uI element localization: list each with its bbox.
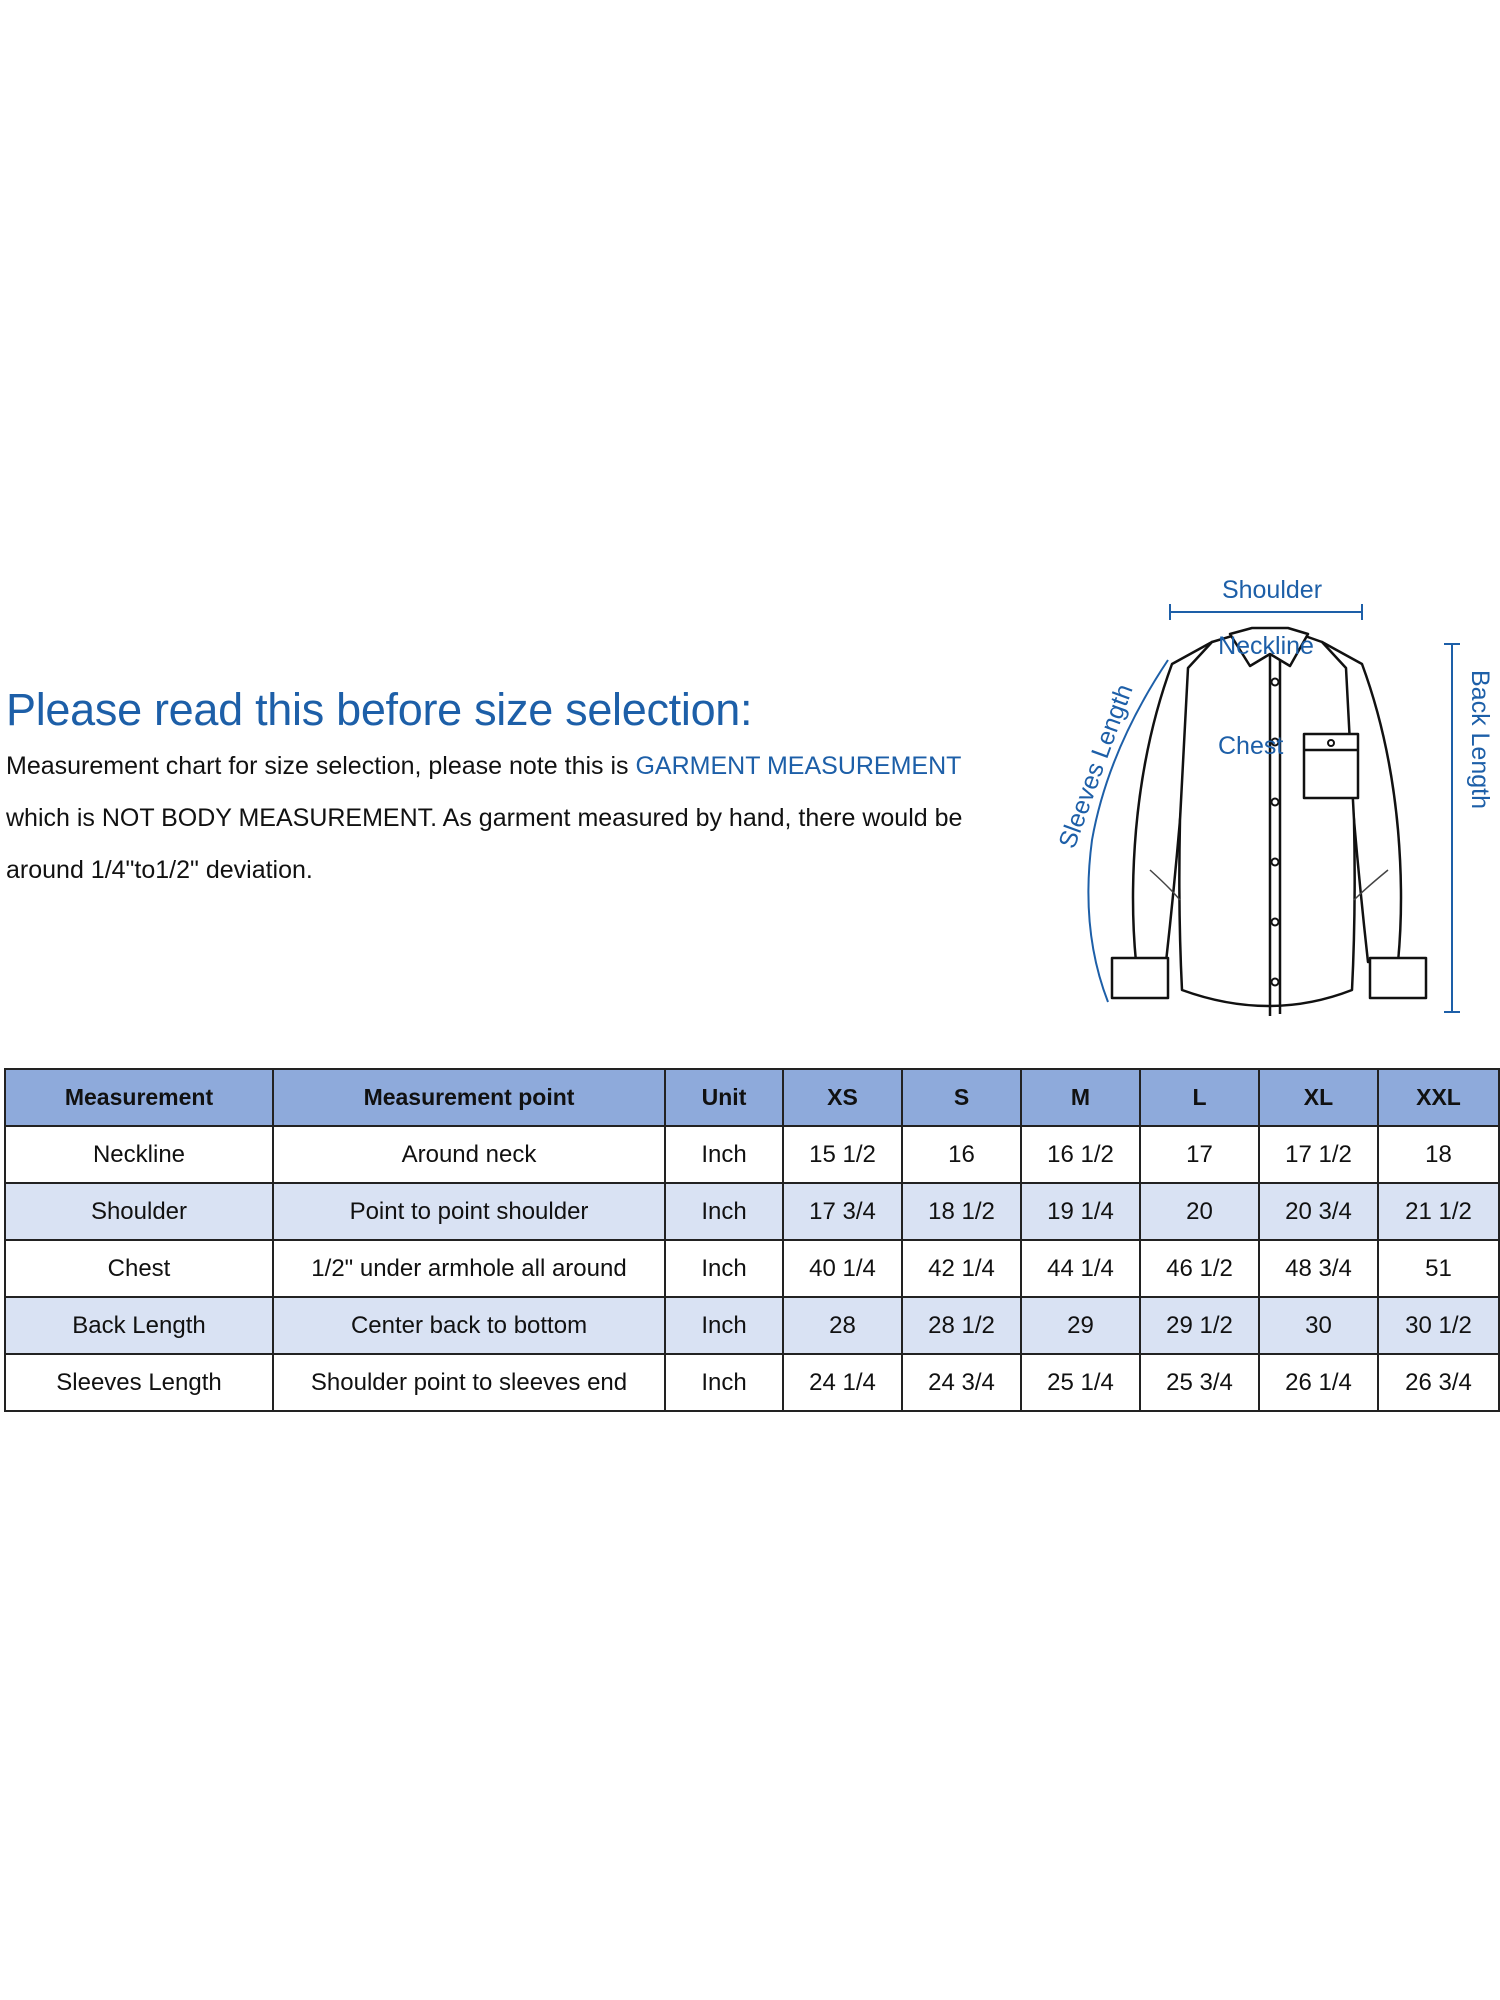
table-cell: 21 1/2 (1378, 1183, 1499, 1240)
table-cell: 48 3/4 (1259, 1240, 1378, 1297)
table-cell: 17 1/2 (1259, 1126, 1378, 1183)
header-measurement-point: Measurement point (273, 1069, 665, 1126)
table-cell: 51 (1378, 1240, 1499, 1297)
intro-line-3: around 1/4"to1/2" deviation. (6, 856, 313, 884)
table-cell: Chest (5, 1240, 273, 1297)
table-cell: 16 (902, 1126, 1021, 1183)
table-cell: Inch (665, 1354, 783, 1411)
intro-line-1 (6, 740, 1046, 792)
table-cell: Inch (665, 1126, 783, 1183)
table-cell: 26 1/4 (1259, 1354, 1378, 1411)
shoulder-measure-line (1170, 604, 1362, 620)
intro-heading: Please read this before size selection: (6, 684, 753, 735)
intro-line-1-text: Measurement chart for size selection, please note this is (6, 752, 636, 780)
table-cell: 30 1/2 (1378, 1297, 1499, 1354)
header-size-xxl: XXL (1378, 1069, 1499, 1126)
header-size-l: L (1140, 1069, 1259, 1126)
sleeves-length-label: Sleeves Length (1053, 680, 1139, 853)
table-cell: 18 (1378, 1126, 1499, 1183)
table-cell: 28 1/2 (902, 1297, 1021, 1354)
table-cell: Inch (665, 1183, 783, 1240)
size-chart-table (4, 1068, 1500, 1412)
shirt-diagram-svg (1040, 570, 1500, 1040)
table-cell: 20 (1140, 1183, 1259, 1240)
table-cell: 24 3/4 (902, 1354, 1021, 1411)
table-row (5, 1240, 1499, 1297)
header-measurement: Measurement (5, 1069, 273, 1126)
table-row (5, 1354, 1499, 1411)
table-cell: 29 1/2 (1140, 1297, 1259, 1354)
table-row (5, 1183, 1499, 1240)
table-cell: 28 (783, 1297, 902, 1354)
table-cell: Center back to bottom (273, 1297, 665, 1354)
header-unit: Unit (665, 1069, 783, 1126)
shoulder-label: Shoulder (1221, 576, 1323, 604)
table-cell: Sleeves Length (5, 1354, 273, 1411)
garment-measurement-highlight: GARMENT MEASUREMENT (635, 752, 962, 780)
table-cell: Inch (665, 1297, 783, 1354)
table-cell: Shoulder (5, 1183, 273, 1240)
table-cell: 44 1/4 (1021, 1240, 1140, 1297)
table-cell: 46 1/2 (1140, 1240, 1259, 1297)
shirt-outline (1112, 628, 1426, 1016)
table-cell: 29 (1021, 1297, 1140, 1354)
table-cell: 26 3/4 (1378, 1354, 1499, 1411)
table-header-row (5, 1069, 1499, 1126)
shirt-diagram (1040, 570, 1500, 1040)
back-length-measure-line (1444, 644, 1460, 1012)
table-cell: Neckline (5, 1126, 273, 1183)
table-row (5, 1297, 1499, 1354)
table-cell: 25 3/4 (1140, 1354, 1259, 1411)
header-size-s: S (902, 1069, 1021, 1126)
table-cell: Point to point shoulder (273, 1183, 665, 1240)
table-cell: 40 1/4 (783, 1240, 902, 1297)
table-cell: 16 1/2 (1021, 1126, 1140, 1183)
table-cell: 20 3/4 (1259, 1183, 1378, 1240)
table-cell: 19 1/4 (1021, 1183, 1140, 1240)
intro-section (6, 684, 1046, 896)
back-length-label: Back Length (1466, 670, 1494, 809)
table-cell: 17 (1140, 1126, 1259, 1183)
table-cell: 18 1/2 (902, 1183, 1021, 1240)
table-row (5, 1126, 1499, 1183)
header-size-xs: XS (783, 1069, 902, 1126)
table-cell: 42 1/4 (902, 1240, 1021, 1297)
table-cell: Shoulder point to sleeves end (273, 1354, 665, 1411)
table-cell: 30 (1259, 1297, 1378, 1354)
table-cell: 25 1/4 (1021, 1354, 1140, 1411)
table-cell: 24 1/4 (783, 1354, 902, 1411)
chest-label: Chest (1218, 732, 1284, 760)
table-cell: 17 3/4 (783, 1183, 902, 1240)
table-cell: Around neck (273, 1126, 665, 1183)
header-size-xl: XL (1259, 1069, 1378, 1126)
table-cell: Back Length (5, 1297, 273, 1354)
neckline-label: Neckline (1218, 632, 1314, 660)
table-cell: 15 1/2 (783, 1126, 902, 1183)
table-cell: 1/2" under armhole all around (273, 1240, 665, 1297)
intro-line-2: which is NOT BODY MEASUREMENT. As garment measured by hand, there would be (6, 804, 963, 832)
header-size-m: M (1021, 1069, 1140, 1126)
table-cell: Inch (665, 1240, 783, 1297)
